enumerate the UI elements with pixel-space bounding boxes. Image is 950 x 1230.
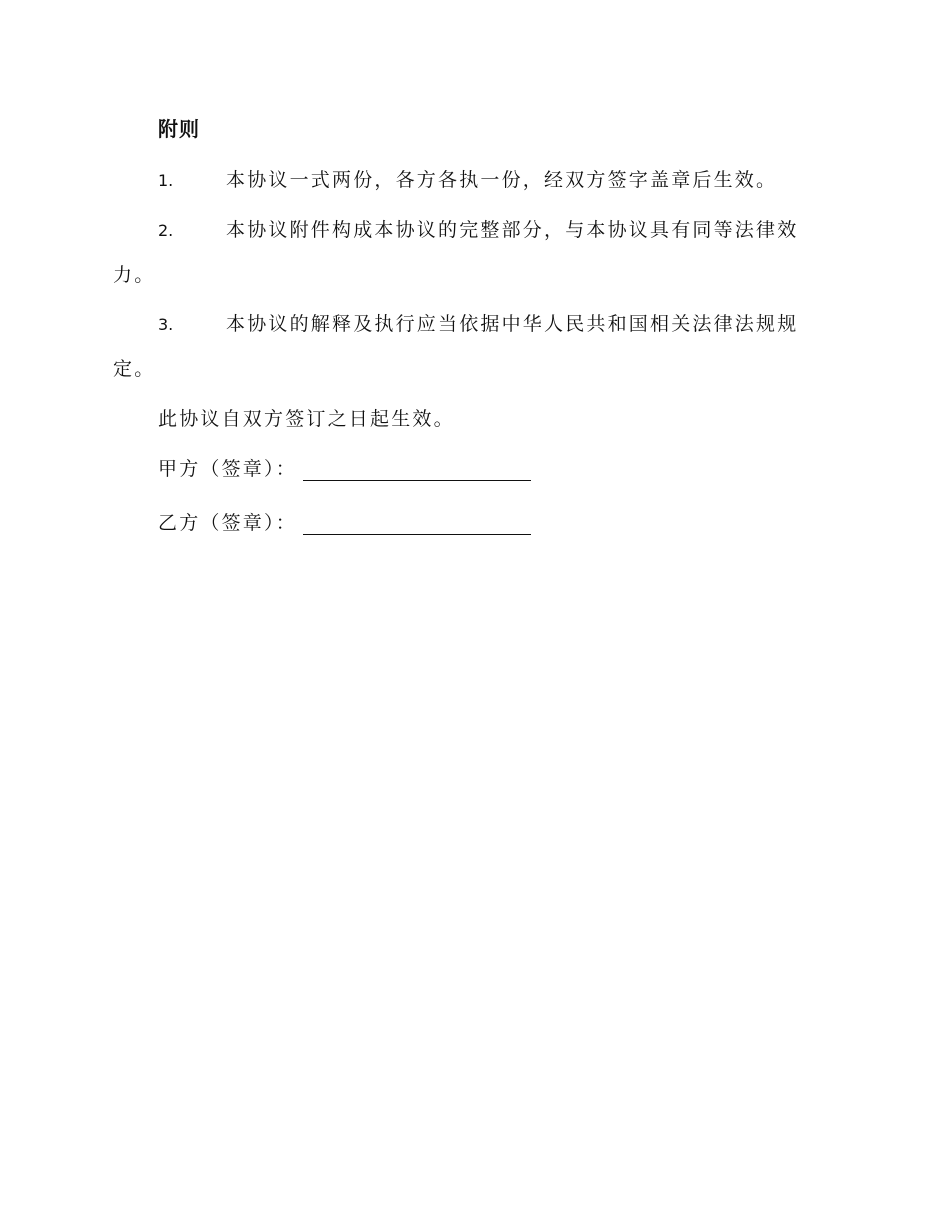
party-a-label: 甲方（签章）：: [158, 458, 297, 480]
party-a-signature-field[interactable]: [303, 460, 531, 481]
section-heading: 附则: [158, 117, 200, 141]
clause-1: [113, 158, 813, 203]
clause-number: 3.: [158, 315, 174, 334]
effective-statement: 此协议自双方签订之日起生效。: [158, 408, 455, 430]
clause-2: [113, 208, 813, 297]
party-b-signature-row: [158, 508, 531, 535]
clause-text: 本协议附件构成本协议的完整部分，与本协议具有同等法律效力。: [113, 219, 799, 286]
party-b-signature-field[interactable]: [303, 514, 531, 535]
clause-number: 1.: [158, 171, 174, 190]
party-a-signature-row: [158, 454, 531, 481]
clause-3: [113, 302, 813, 391]
clause-number: 2.: [158, 221, 174, 240]
party-b-label: 乙方（签章）：: [158, 512, 297, 534]
clause-text: 本协议一式两份，各方各执一份，经双方签字盖章后生效。: [226, 169, 778, 191]
clause-text: 本协议的解释及执行应当依据中华人民共和国相关法律法规规定。: [113, 313, 799, 380]
